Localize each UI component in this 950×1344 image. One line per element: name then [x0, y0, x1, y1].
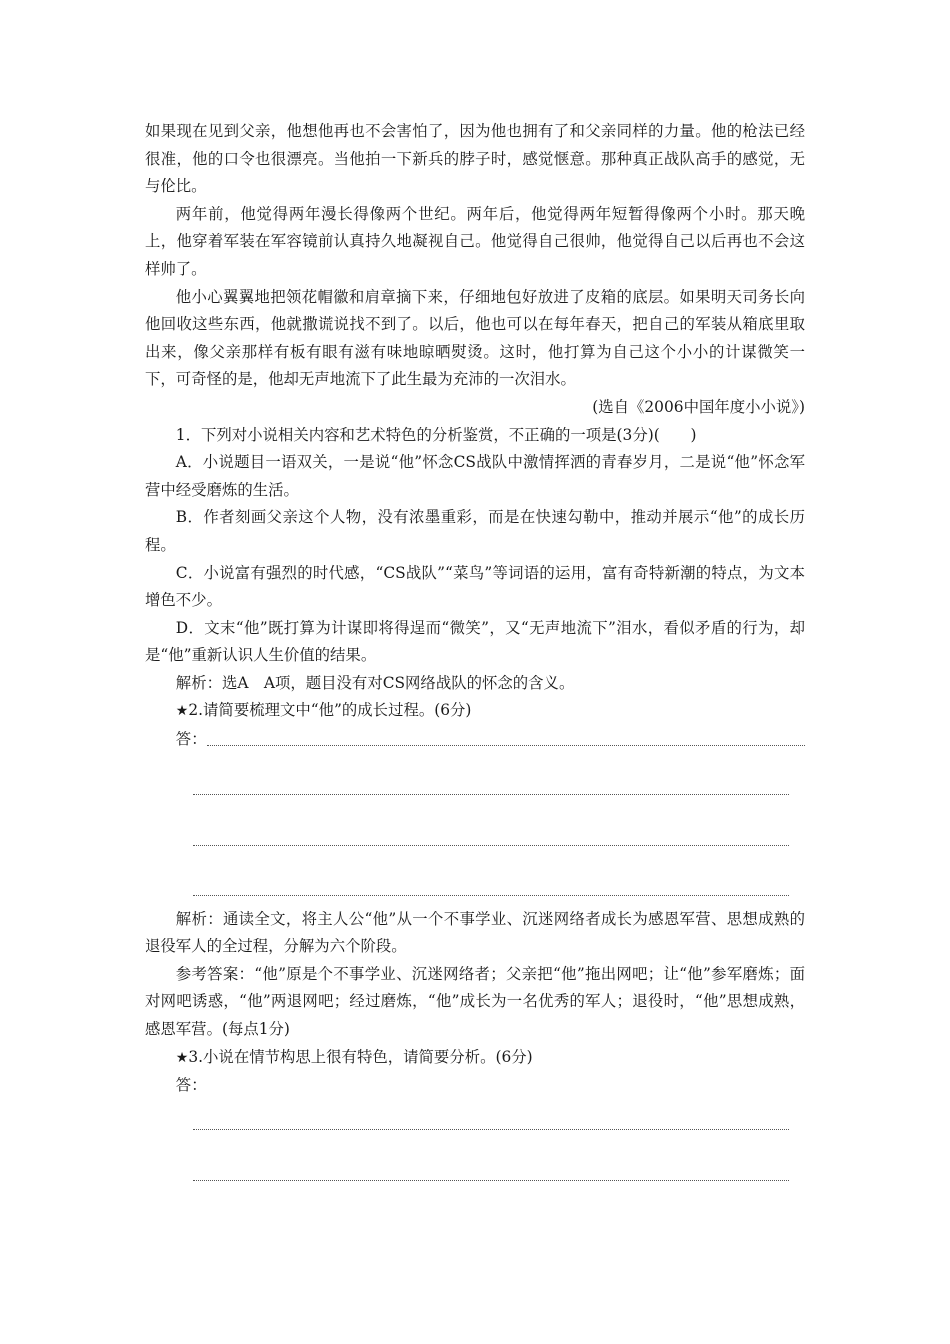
question-2-text: 2.请简要梳理文中“他”的成长过程。(6分)	[188, 701, 472, 720]
story-source: (选自《2006中国年度小小说》)	[592, 397, 805, 416]
story-paragraph-1: 如果现在见到父亲，他想他再也不会害怕了，因为他也拥有了和父亲同样的力量。他的枪法已经很准，他的口令也很漂亮。当他拍一下新兵的脖子时，感觉惬意。那种真正战队高手的感觉，无与伦比。	[145, 122, 805, 196]
answer-line[interactable]	[145, 754, 805, 805]
question-3-text: 3.小说在情节构思上很有特色，请简要分析。(6分)	[188, 1047, 533, 1066]
question-1-option-d: D．文末“他”既打算为计谋即将得逞而“微笑”，又“无声地流下”泪水，看似矛盾的行为，却是“他”重新认识人生价值的结果。	[145, 618, 805, 665]
answer-line[interactable]	[145, 1140, 805, 1191]
question-2-analysis: 解析：通读全文，将主人公“他”从一个不事学业、沉迷网络者成长为感恩军营、思想成熟的退役军人的全过程，分解为六个阶段。	[145, 909, 805, 956]
star-icon: ★	[175, 1049, 189, 1066]
answer-line[interactable]	[145, 856, 805, 906]
star-icon: ★	[175, 703, 189, 720]
answer-line[interactable]	[207, 745, 805, 746]
answer-line[interactable]	[145, 805, 805, 856]
question-1-analysis: 解析：选A A项，题目没有对CS网络战队的怀念的含义。	[175, 673, 575, 692]
question-1-option-c: C．小说富有强烈的时代感，“CS战队”“菜鸟”等词语的运用，富有奇特新潮的特点，为文本增色不少。	[145, 563, 805, 610]
question-2-stem	[145, 697, 805, 726]
question-2-answer-row[interactable]	[145, 726, 805, 754]
question-1-option-a: A．小说题目一语双关，一是说“他”怀念CS战队中激情挥洒的青春岁月，二是说“他”怀念军营中经受磨炼的生活。	[145, 453, 805, 499]
document-page	[145, 118, 805, 1191]
question-3-answer-label: 答：	[175, 1076, 207, 1095]
question-1-stem: 1．下列对小说相关内容和艺术特色的分析鉴赏，不正确的一项是(3分)( )	[175, 425, 697, 444]
question-1-option-b: B．作者刻画父亲这个人物，没有浓墨重彩，而是在快速勾勒中，推动并展示“他”的成长历程。	[145, 508, 805, 554]
question-2-answer-label: 答：	[175, 730, 207, 749]
story-paragraph-3: 他小心翼翼地把领花帽徽和肩章摘下来，仔细地包好放进了皮箱的底层。如果明天司务长向他回收这些东西，他就撒谎说找不到了。以后，他也可以在每年春天，把自己的军装从箱底里取出来，像父亲那样有板有眼有滋有味地晾晒熨烫。这时，他打算为自己这个小小的计谋微笑一下，可奇怪的是，他却无声地流下了此生最为充沛的一次泪水。	[145, 287, 805, 389]
question-2-reference-answer: 参考答案：“他”原是个不事学业、沉迷网络者；父亲把“他”拖出网吧；让“他”参军磨炼；面对网吧诱惑，“他”两退网吧；经过磨炼，“他”成长为一名优秀的军人；退役时，“他”思想成熟，感恩军营。(每点1分)	[145, 964, 805, 1039]
answer-line[interactable]	[145, 1100, 805, 1140]
story-paragraph-2: 两年前，他觉得两年漫长得像两个世纪。两年后，他觉得两年短暂得像两个小时。那天晚上，他穿着军装在军容镜前认真持久地凝视自己。他觉得自己很帅，他觉得自己以后再也不会这样帅了。	[145, 204, 805, 278]
question-3-stem	[145, 1044, 805, 1073]
